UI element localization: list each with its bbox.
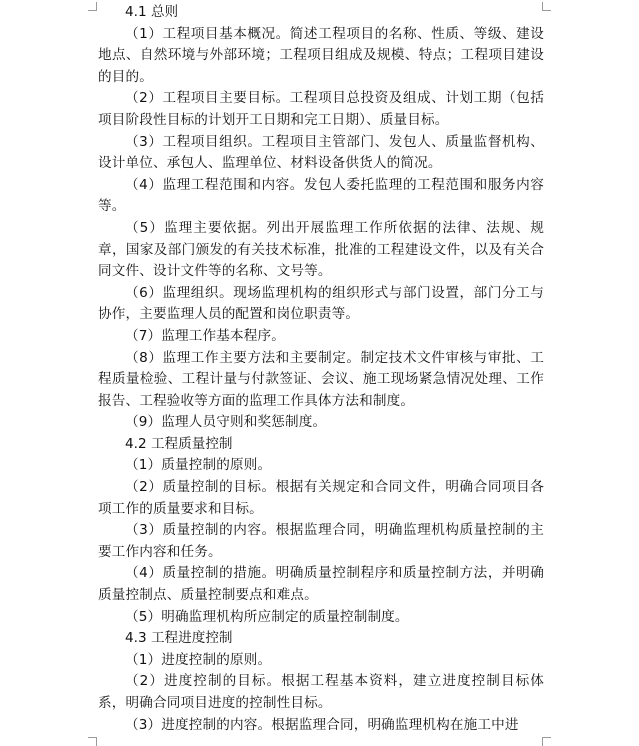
section-heading: 4.3 工程进度控制 bbox=[125, 630, 233, 647]
paragraph: （9）监理人员守则和奖惩制度。 bbox=[125, 414, 327, 431]
paragraph: （2）进度控制的目标。根据工程基本资料，建立进度控制目标体系，明确合同项目进度的控制性目标。 bbox=[98, 673, 544, 711]
paragraph: （5）明确监理机构所应制定的质量控制制度。 bbox=[125, 608, 409, 625]
paragraph: （7）监理工作基本程序。 bbox=[125, 327, 285, 344]
page-corner-mark-top-left bbox=[88, 2, 97, 11]
document-body bbox=[98, 2, 544, 736]
paragraph: （4）监理工程范围和内容。发包人委托监理的工程范围和服务内容等。 bbox=[98, 176, 544, 215]
paragraph: （8）监理工作主要方法和主要制定。制定技术文件审核与审批、工程质量检验、工程计量与付款签证、会议、施工现场紧急情况处理、工作报告、工程验收等方面的监理工作具体方法和制度。 bbox=[98, 349, 544, 409]
paragraph: （6）监理组织。现场监理机构的组织形式与部门设置，部门分工与协作，主要监理人员的配置和岗位职责等。 bbox=[98, 284, 544, 323]
paragraph: （4）质量控制的措施。明确质量控制程序和质量控制方法，并明确质量控制点、质量控制要点和难点。 bbox=[98, 565, 544, 604]
section-heading: 4.1 总则 bbox=[125, 4, 179, 20]
paragraph: （1）进度控制的原则。 bbox=[125, 651, 272, 668]
section-heading: 4.2 工程质量控制 bbox=[125, 435, 233, 452]
paragraph: （2）工程项目主要目标。工程项目总投资及组成、计划工期（包括项目阶段性目标的计划开工日期和完工日期）、质量目标。 bbox=[98, 90, 544, 128]
paragraph: （1）质量控制的原则。 bbox=[125, 457, 272, 474]
paragraph: （1）工程项目基本概况。简述工程项目的名称、性质、等级、建设地点、自然环境与外部环境；工程项目组成及规模、特点；工程项目建设的目的。 bbox=[98, 25, 544, 85]
page-corner-mark-bottom-left bbox=[88, 737, 97, 746]
paragraph: （2）质量控制的目标。根据有关规定和合同文件，明确合同项目各项工作的质量要求和目标。 bbox=[98, 479, 544, 517]
paragraph: （3）进度控制的内容。根据监理合同，明确监理机构在施工中进 bbox=[125, 716, 519, 733]
section-4-1 bbox=[98, 2, 544, 434]
page-corner-mark-bottom-right bbox=[542, 737, 551, 746]
paragraph: （3）质量控制的内容。根据监理合同，明确监理机构质量控制的主要工作内容和任务。 bbox=[98, 522, 544, 560]
paragraph: （3）工程项目组织。工程项目主管部门、发包人、质量监督机构、设计单位、承包人、监理单位、材料设备供货人的简况。 bbox=[98, 133, 544, 172]
section-4-3 bbox=[98, 628, 544, 736]
section-4-2 bbox=[98, 434, 544, 628]
paragraph: （5）监理主要依据。列出开展监理工作所依据的法律、法规、规章，国家及部门颁发的有关技术标准，批准的工程建设文件，以及有关合同文件、设计文件等的名称、文号等。 bbox=[98, 219, 544, 280]
